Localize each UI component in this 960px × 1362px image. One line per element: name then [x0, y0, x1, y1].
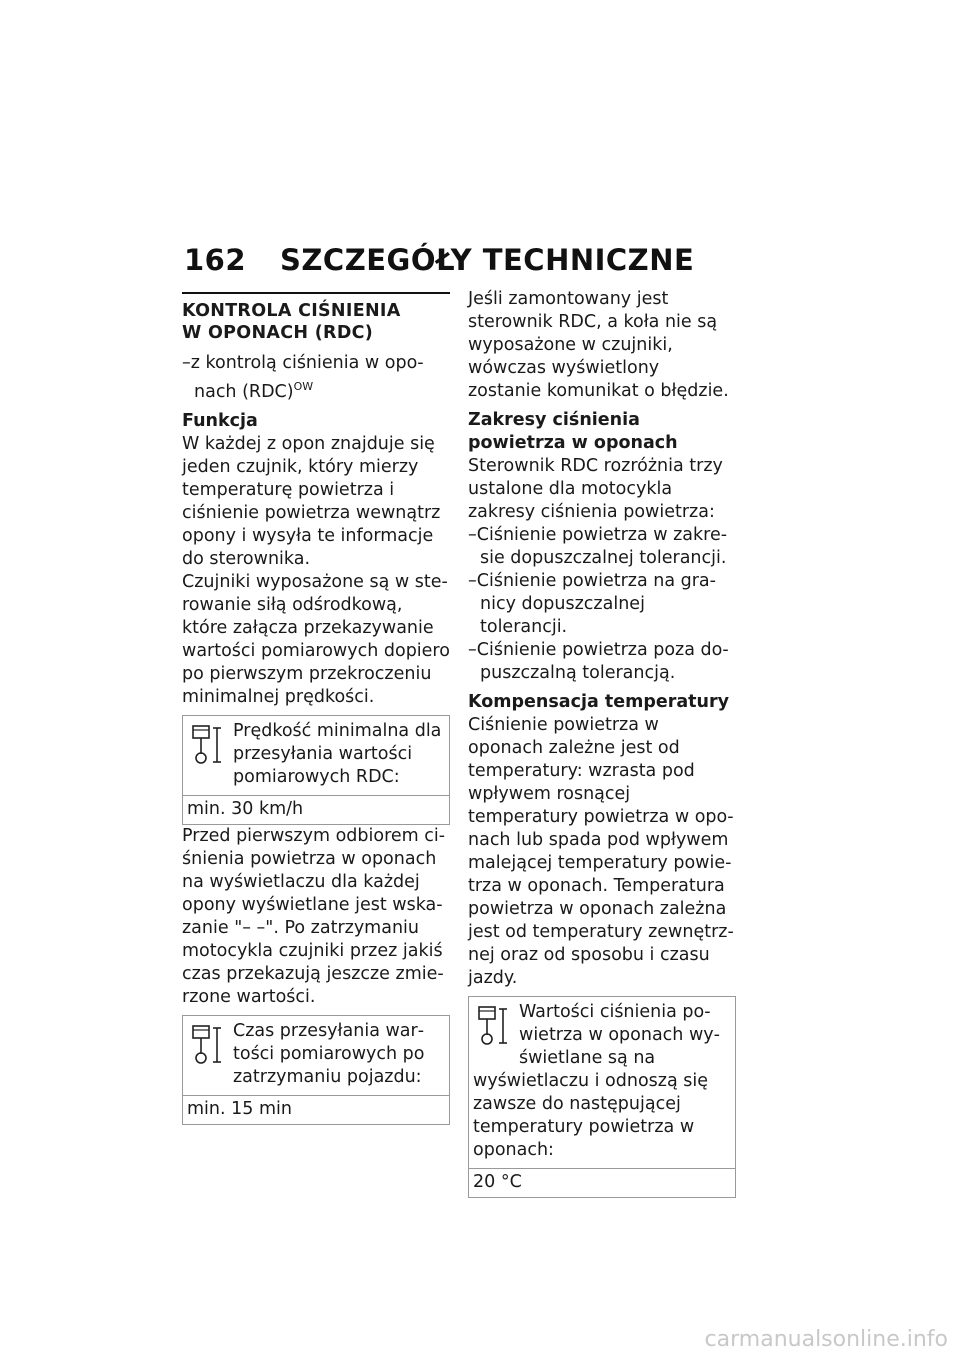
page-header: [184, 243, 694, 277]
dash-marker: –: [182, 353, 191, 373]
funkcja-paragraph-1: W każdej z opon znajduje się jeden czujnik, który mierzy temperaturę powietrza i ciśnienie powietrza wewnątrz opony i wysyła te informacje do sterownika.: [182, 434, 441, 569]
section-title: [182, 300, 450, 344]
spec-box-body: [183, 716, 449, 795]
section-title-line1: KONTROLA CIŚNIENIA: [182, 301, 401, 321]
spec-box-text: Wartości ciśnienia powietrza w oponach wyświetlane są na wyświetlaczu i odnoszą się zawsze do następującej temperatury powietrza w oponach:: [473, 1002, 720, 1160]
spec-box-body: [183, 1016, 449, 1095]
funkcja-heading: Funkcja: [182, 411, 258, 431]
spec-box-min-speed: [182, 715, 450, 825]
section-title-line2: W OPONACH (RDC): [182, 323, 374, 343]
spec-box-value: 20 °C: [469, 1168, 735, 1197]
right-column: [468, 288, 736, 1198]
piston-wrench-icon: [187, 1022, 227, 1068]
list-item: –Ciśnienie powietrza poza dopuszczalną tolerancją.: [468, 640, 729, 683]
kompensacja-heading: Kompensacja temperatury: [468, 692, 730, 712]
list-item: –Ciśnienie powietrza na granicy dopuszczalnej tolerancji.: [468, 571, 716, 637]
spec-box-body: [469, 997, 735, 1168]
zakresy-heading: Zakresy ciśnienia powietrza w oponach: [468, 410, 678, 453]
spec-box-reference-temp: [468, 996, 736, 1198]
option-text: z kontrolą ciśnienia w oponach (RDC): [190, 353, 424, 402]
list-item: –Ciśnienie powietrza w zakresie dopuszczalnej tolerancji.: [468, 525, 728, 568]
piston-wrench-icon: [187, 722, 227, 768]
chapter-title: SZCZEGÓŁY TECHNICZNE: [280, 243, 695, 277]
zakresy-intro: Sterownik RDC rozróżnia trzy ustalone dla motocykla zakresy ciśnienia powietrza:: [468, 456, 723, 522]
option-superscript: OW: [293, 380, 314, 393]
funkcja-paragraph-2: Czujniki wyposażone są w sterowanie siłą odśrodkową, które załącza przekazywanie wartości pomiarowych dopiero po pierwszym przekroczeniu minimalnej prędkości.: [182, 572, 450, 707]
spec-box-text: Prędkość minimalna dla przesyłania wartości pomiarowych RDC:: [233, 721, 442, 787]
paragraph-3: Przed pierwszym odbiorem ciśnienia powietrza w oponach na wyświetlaczu dla każdej opony wyświetlane jest wskazanie "– –". Po zatrzymaniu motocykla czujniki przez jakiś czas przekazują jeszcze zmierzone wartości.: [182, 826, 446, 1007]
spec-box-value: min. 30 km/h: [183, 795, 449, 824]
spec-box-value: min. 15 min: [183, 1095, 449, 1124]
left-column: [182, 292, 450, 1125]
right-paragraph-1: Jeśli zamontowany jest sterownik RDC, a koła nie są wyposażone w czujniki, wówczas wyświetlony zostanie komunikat o błędzie.: [468, 289, 729, 401]
page-number: 162: [184, 243, 247, 277]
piston-wrench-icon: [473, 1003, 513, 1049]
spec-box-transmit-time: [182, 1015, 450, 1125]
spec-box-text: Czas przesyłania wartości pomiarowych po zatrzymaniu pojazdu:: [233, 1021, 425, 1087]
section-rule: [182, 292, 450, 294]
option-note: [182, 352, 450, 404]
kompensacja-text: Ciśnienie powietrza w oponach zależne jest od temperatury: wzrasta pod wpływem rosnącej temperatury powietrza w oponach lub spada pod wpływem malejącej temperatury powietrza w oponach. Temperatura powietrza w oponach zależna jest od temperatury zewnętrznej oraz od sposobu i czasu jazdy.: [468, 715, 734, 988]
watermark: carmanualsonline.info: [704, 1327, 948, 1352]
